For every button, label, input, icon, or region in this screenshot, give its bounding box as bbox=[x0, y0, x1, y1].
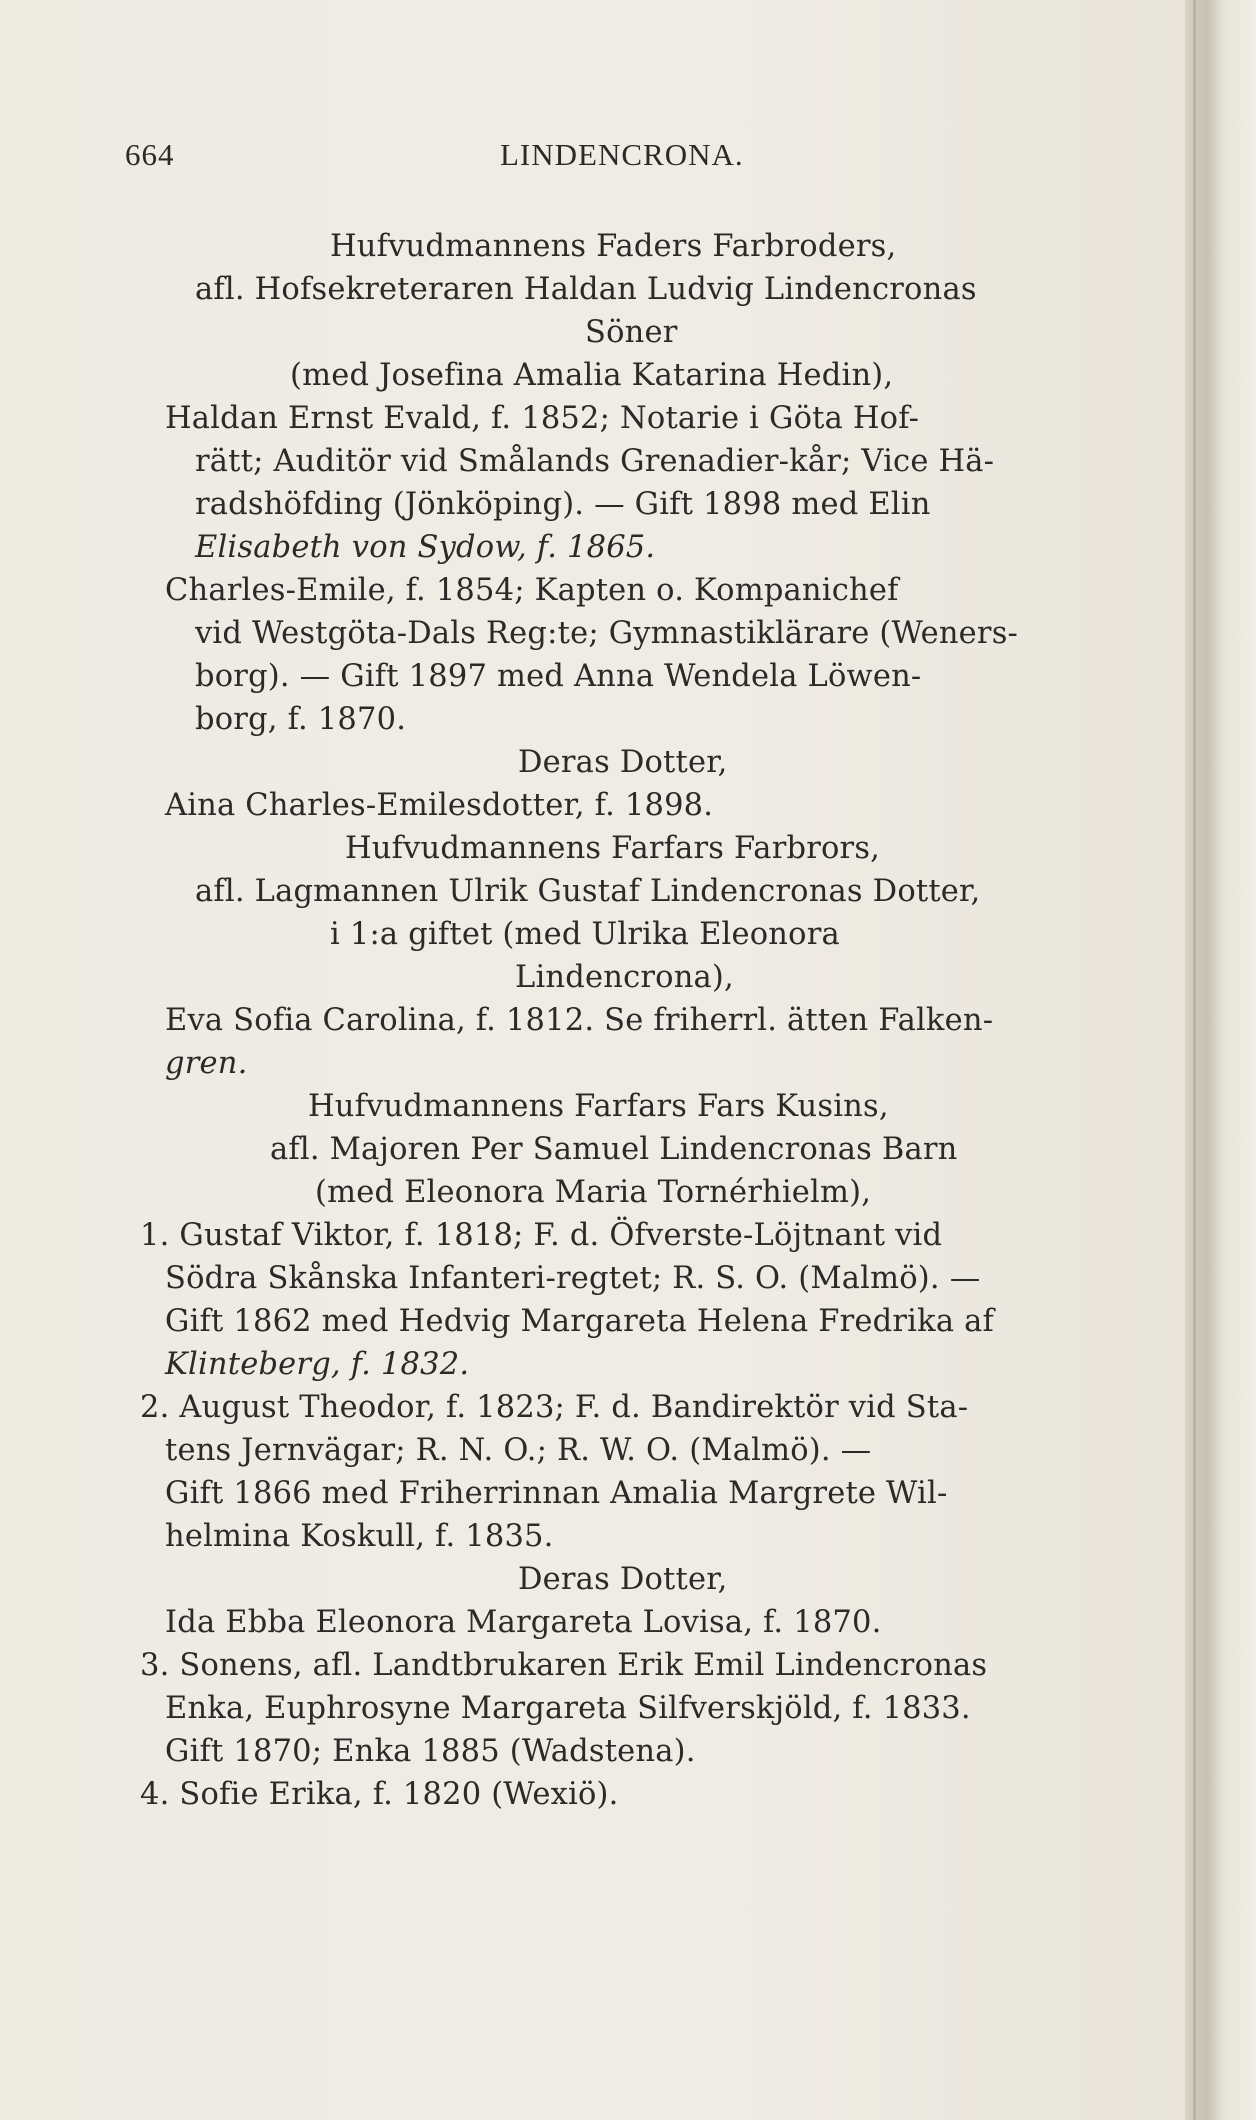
text-line: gren. bbox=[165, 1046, 248, 1081]
text-line: borg). — Gift 1897 med Anna Wendela Löwen- bbox=[195, 659, 922, 694]
book-binding-edge bbox=[1185, 0, 1256, 2120]
text-line: Klinteberg, f. 1832. bbox=[165, 1347, 470, 1382]
text-line: afl. Hofsekreteraren Haldan Ludvig Lindencronas bbox=[195, 272, 977, 307]
section-heading: Deras Dotter, bbox=[518, 1562, 728, 1597]
text-line: (med Eleonora Maria Tornérhielm), bbox=[315, 1175, 872, 1210]
section-heading: Hufvudmannens Farfars Farbrors, bbox=[345, 831, 881, 866]
text-line: Gift 1866 med Friherrinnan Amalia Margrete Wil- bbox=[165, 1476, 948, 1511]
text-line: vid Westgöta-Dals Reg:te; Gymnastiklärare (Weners- bbox=[195, 616, 1019, 651]
text-line: borg, f. 1870. bbox=[195, 702, 407, 737]
text-line: Enka, Euphrosyne Margareta Silfverskjöld, f. 1833. bbox=[165, 1691, 971, 1726]
numbered-entry: 1. Gustaf Viktor, f. 1818; F. d. Öfverste-Löjtnant vid bbox=[140, 1218, 943, 1253]
text-line: Charles-Emile, f. 1854; Kapten o. Kompanichef bbox=[165, 573, 899, 608]
running-title: LINDENCRONA. bbox=[500, 137, 744, 172]
section-heading: Hufvudmannens Farfars Fars Kusins, bbox=[308, 1089, 889, 1124]
numbered-entry: 3. Sonens, afl. Landtbrukaren Erik Emil Lindencronas bbox=[140, 1648, 988, 1683]
text-line: Haldan Ernst Evald, f. 1852; Notarie i Göta Hof- bbox=[165, 401, 920, 436]
text-line: tens Jernvägar; R. N. O.; R. W. O. (Malmö). — bbox=[165, 1433, 872, 1468]
text-line: helmina Koskull, f. 1835. bbox=[165, 1519, 554, 1554]
text-line: rätt; Auditör vid Smålands Grenadier-kår; Vice Hä- bbox=[195, 444, 995, 479]
text-line: i 1:a giftet (med Ulrika Eleonora bbox=[330, 917, 840, 952]
section-heading: Hufvudmannens Faders Farbroders, bbox=[330, 229, 897, 264]
text-line: Eva Sofia Carolina, f. 1812. Se friherrl. ätten Falken- bbox=[165, 1003, 994, 1038]
text-line: Söner bbox=[585, 315, 678, 350]
numbered-entry: 4. Sofie Erika, f. 1820 (Wexiö). bbox=[140, 1777, 619, 1812]
section-heading: Deras Dotter, bbox=[518, 745, 728, 780]
text-line: radshöfding (Jönköping). — Gift 1898 med Elin bbox=[195, 487, 931, 522]
page-number: 664 bbox=[125, 137, 175, 172]
text-line: Gift 1862 med Hedvig Margareta Helena Fredrika af bbox=[165, 1304, 994, 1339]
text-line: (med Josefina Amalia Katarina Hedin), bbox=[290, 358, 894, 393]
text-line: Gift 1870; Enka 1885 (Wadstena). bbox=[165, 1734, 696, 1769]
text-line: afl. Lagmannen Ulrik Gustaf Lindencronas Dotter, bbox=[195, 874, 981, 909]
text-line: Ida Ebba Eleonora Margareta Lovisa, f. 1870. bbox=[165, 1605, 882, 1640]
text-line: Södra Skånska Infanteri-regtet; R. S. O. (Malmö). — bbox=[165, 1261, 981, 1296]
text-line: afl. Majoren Per Samuel Lindencronas Barn bbox=[270, 1132, 958, 1167]
numbered-entry: 2. August Theodor, f. 1823; F. d. Bandirektör vid Sta- bbox=[140, 1390, 969, 1425]
text-line: Lindencrona), bbox=[515, 960, 734, 995]
text-line: Aina Charles-Emilesdotter, f. 1898. bbox=[165, 788, 714, 823]
text-line: Elisabeth von Sydow, f. 1865. bbox=[195, 530, 656, 565]
